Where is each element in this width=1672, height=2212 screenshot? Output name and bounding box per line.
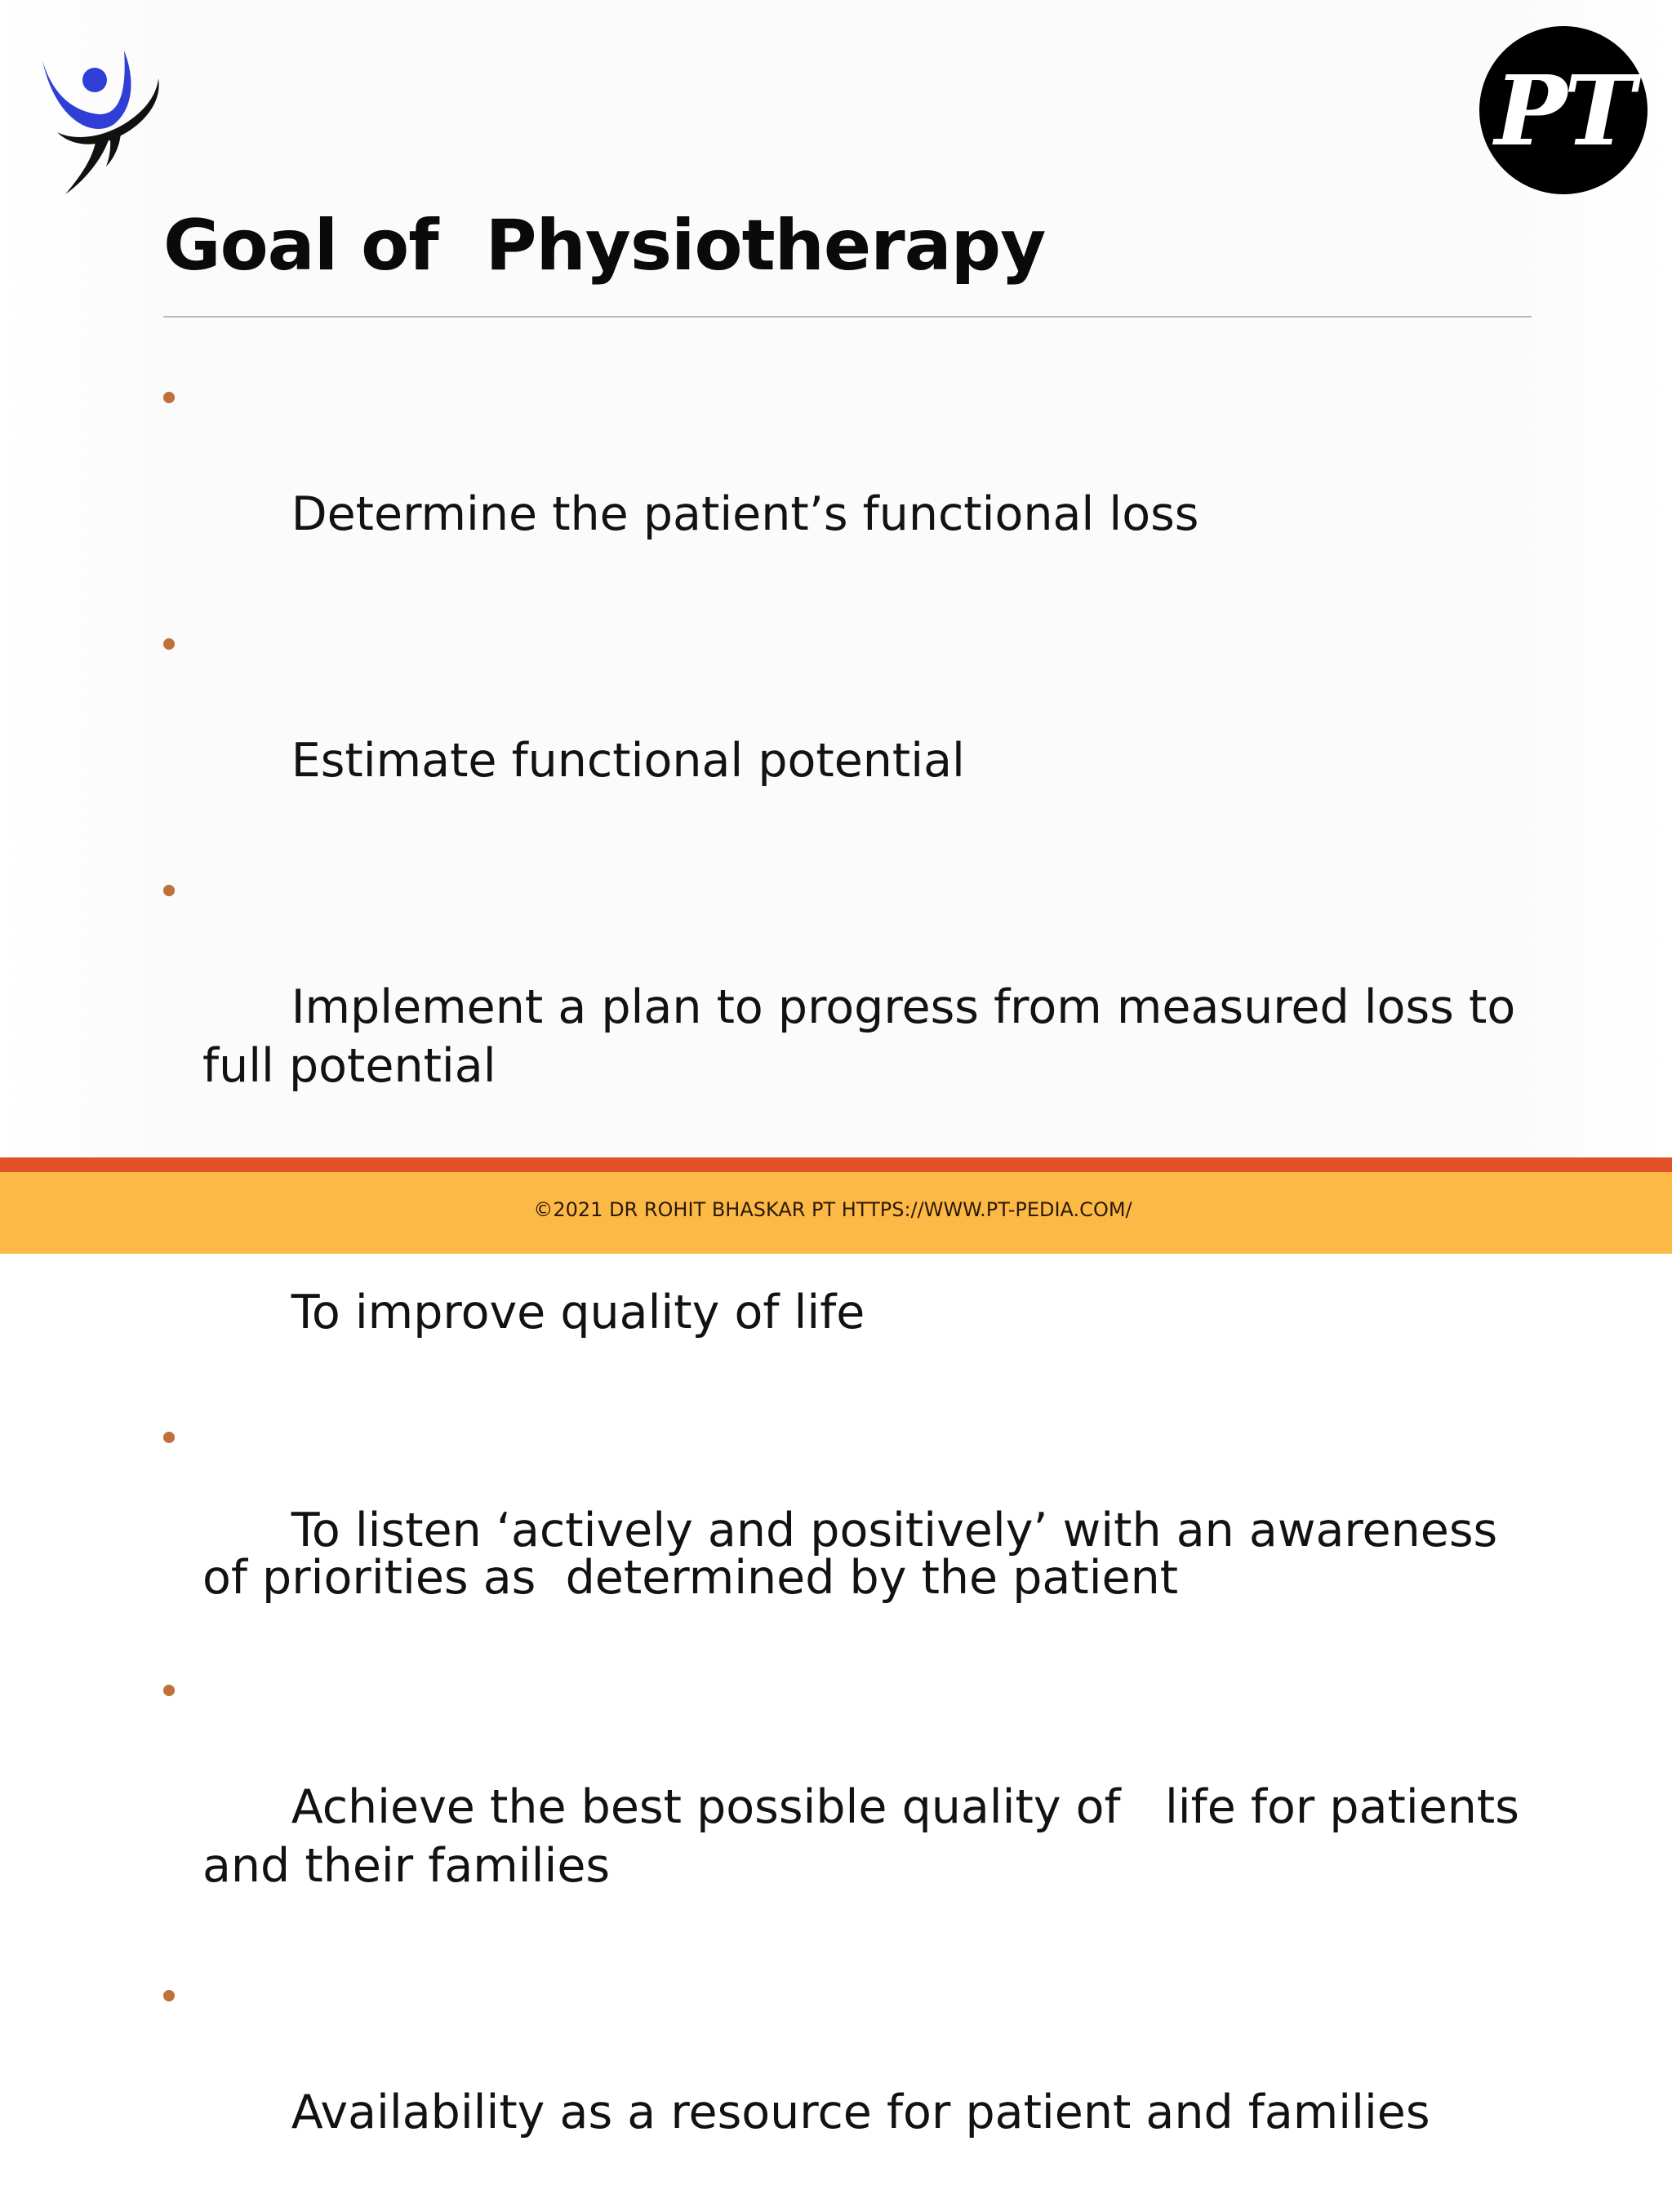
bullet-item [163,367,1543,602]
slide-title: Goal of Physiotherapy [163,205,1046,286]
round-bullet-icon [163,1990,175,2001]
physio-figure-icon [36,42,167,198]
pt-badge-icon [1479,26,1648,194]
bullet-item [163,1660,1543,1954]
bullet-item [163,1965,1543,2201]
bullet-item [163,1412,1543,1649]
round-bullet-icon [163,1432,175,1443]
pt-badge-text: PT [1494,53,1633,167]
bullet-text: To listen ‘actively and positively’ with an awareness of priorities as determined by the patient [202,1504,1513,1605]
round-bullet-icon [163,885,175,896]
footer-stripe [0,1157,1672,1172]
footer-copyright: ©2021 DR ROHIT BHASKAR PT HTTPS://WWW.PT-PEDIA.COM/ [533,1198,1132,1221]
bullet-text: Implement a plan to progress from measured loss to full potential [202,980,1531,1093]
bullet-text: Availability as a resource for patient and families [291,2085,1430,2139]
bullet-item [163,860,1543,1154]
title-divider [163,316,1532,318]
bullet-text: Achieve the best possible quality of life for patients and their families [202,1780,1535,1893]
bullet-list [163,367,1543,2212]
round-bullet-icon [163,392,175,403]
bullet-item [163,614,1543,849]
round-bullet-icon [163,1685,175,1696]
bullet-text: To improve quality of life [291,1286,865,1339]
bullet-text: Determine the patient’s functional loss [291,487,1199,541]
round-bullet-icon [163,638,175,650]
bullet-text: Estimate functional potential [291,734,965,788]
